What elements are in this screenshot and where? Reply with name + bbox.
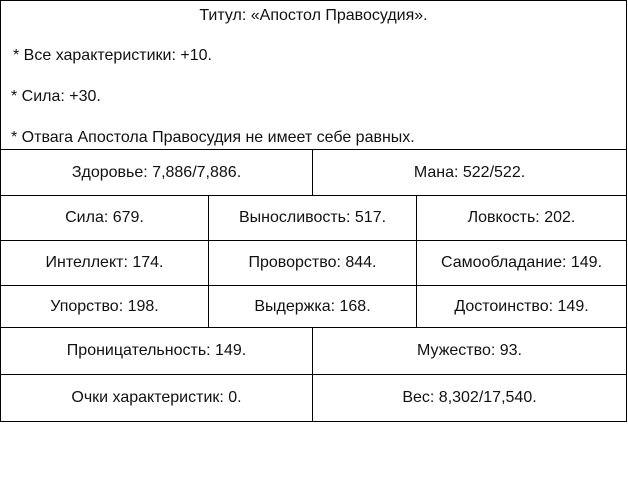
stat-stamina: Выдержка: 168.: [209, 286, 417, 328]
stat-insight: Проницательность: 149.: [1, 328, 313, 375]
title-cell: [1, 1, 627, 150]
clipped-next-line: [0, 428, 628, 438]
stat-dexterity: Проворство: 844.: [209, 241, 417, 286]
stat-dignity: Достоинство: 149.: [417, 286, 627, 328]
stat-mana: Мана: 522/522.: [313, 150, 627, 196]
stat-perseverance: Упорство: 198.: [1, 286, 209, 328]
bonus-strength: * Сила: +30.: [11, 88, 101, 105]
stat-endurance: Выносливость: 517.: [209, 196, 417, 241]
stat-health: Здоровье: 7,886/7,886.: [1, 150, 313, 196]
bonus-all-stats: * Все характеристики: +10.: [13, 47, 212, 64]
title-text: Титул: «Апостол Правосудия».: [199, 7, 428, 24]
stat-intellect: Интеллект: 174.: [1, 241, 209, 286]
stat-agility: Ловкость: 202.: [417, 196, 627, 241]
bonus-courage: * Отвага Апостола Правосудия не имеет себе равных.: [11, 129, 415, 146]
stat-courage: Мужество: 93.: [313, 328, 627, 375]
stat-composure: Самообладание: 149.: [417, 241, 627, 286]
stat-strength: Сила: 679.: [1, 196, 209, 241]
stat-weight: Вес: 8,302/17,540.: [313, 375, 627, 422]
stat-points: Очки характеристик: 0.: [1, 375, 313, 422]
